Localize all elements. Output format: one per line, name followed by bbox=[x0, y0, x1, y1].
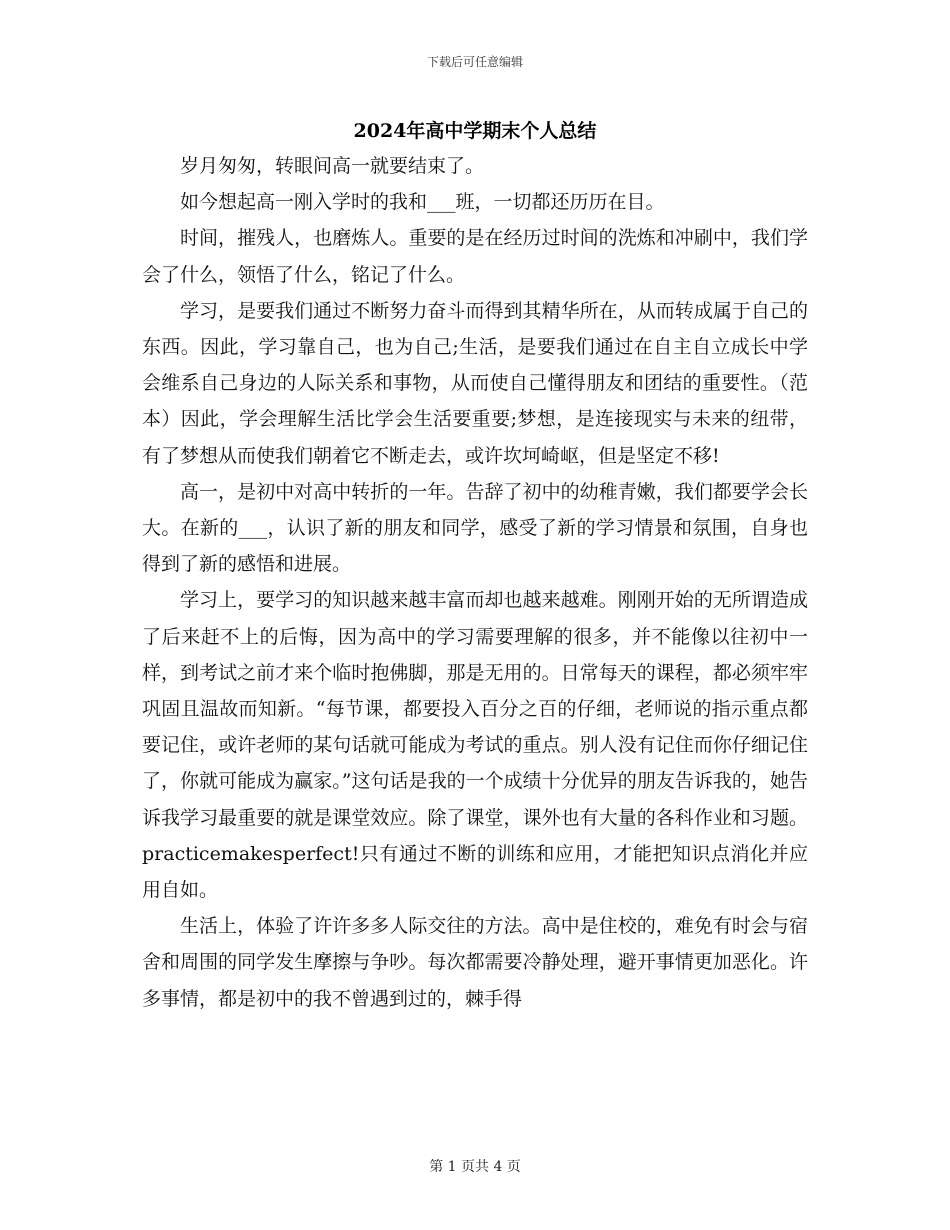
document-body bbox=[142, 148, 808, 1017]
paragraph: 生活上，体验了许许多多人际交往的方法。高中是住校的，难免有时会与宿舍和周围的同学发生摩擦与争吵。每次都需要冷静处理，避开事情更加恶化。许多事情，都是初中的我不曾遇到过的，棘手得 bbox=[142, 915, 808, 1010]
paragraph: 学习，是要我们通过不断努力奋斗而得到其精华所在，从而转成属于自己的东西。因此，学习靠自己，也为自己;生活，是要我们通过在自主自立成长中学会维系自己身边的人际关系和事物，从而使自己懂得朋友和团结的重要性。（范本）因此，学会理解生活比学会生活要重要;梦想，是连接现实与未来的纽带，有了梦想从而使我们朝着它不断走去，或许坎坷崎岖，但是坚定不移! bbox=[142, 299, 808, 467]
paragraph: 时间，摧残人，也磨炼人。重要的是在经历过时间的洗炼和冲刷中，我们学会了什么，领悟了什么，铭记了什么。 bbox=[142, 227, 808, 286]
paragraph: 学习上，要学习的知识越来越丰富而却也越来越难。刚刚开始的无所谓造成了后来赶不上的后悔，因为高中的学习需要理解的很多，并不能像以往初中一样，到考试之前才来个临时抱佛脚，那是无用的。日常每天的课程，都必须牢牢巩固且温故而知新。“每节课，都要投入百分之百的仔细，老师说的指示重点都要记住，或许老师的某句话就可能成为考试的重点。别人没有记住而你仔细记住了，你就可能成为赢家。”这句话是我的一个成绩十分优异的朋友告诉我的，她告诉我学习最重要的就是课堂效应。除了课堂，课外也有大量的各科作业和习题。practicemakesperfect!只有通过不断的训练和应用，才能把知识点消化并应用自如。 bbox=[142, 589, 808, 902]
paragraph: 高一，是初中对高中转折的一年。告辞了初中的幼稚青嫩，我们都要学会长大。在新的___，认识了新的朋友和同学，感受了新的学习情景和氛围，自身也得到了新的感悟和进展。 bbox=[142, 480, 808, 576]
paragraph: 岁月匆匆，转眼间高一就要结束了。 bbox=[180, 155, 485, 177]
page-number-footer: 第 1 页共 4 页 bbox=[429, 1159, 521, 1175]
document-title: 2024年高中学期末个人总结 bbox=[353, 120, 597, 142]
page-header-note: 下载后可任意编辑 bbox=[426, 55, 523, 69]
paragraph: 如今想起高一刚入学时的我和___班，一切都还历历在目。 bbox=[180, 191, 665, 214]
